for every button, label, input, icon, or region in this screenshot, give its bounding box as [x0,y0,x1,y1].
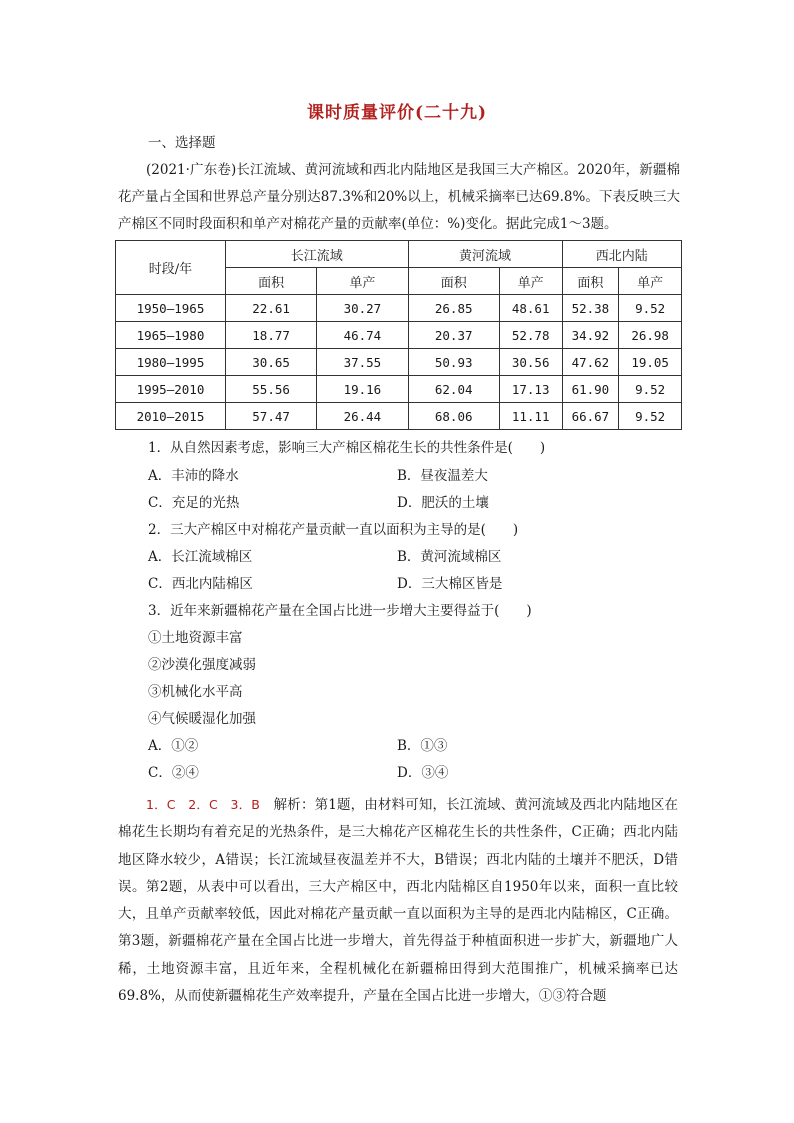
question-1-option-a[interactable]: A．丰沛的降水 [148,468,239,484]
value-cell: 19.05 [619,349,682,376]
value-cell: 17.13 [499,376,562,403]
region-header: 西北内陆 [562,241,681,268]
table-row [116,403,682,430]
table-row [116,376,682,403]
question-1-stem: 1．从自然因素考虑，影响三大产棉区棉花生长的共性条件是( ) [148,440,546,456]
question-2-option-a[interactable]: A．长江流域棉区 [148,549,253,565]
value-cell: 50.93 [408,349,499,376]
question-3-statement-2: ②沙漠化强度减弱 [148,657,256,673]
value-cell: 26.85 [408,295,499,322]
value-cell: 47.62 [562,349,619,376]
period-cell: 1995—2010 [116,376,226,403]
answer-key: 1．C 2．C 3．B [146,797,260,812]
value-cell: 46.74 [317,322,408,349]
question-3-stem: 3．近年来新疆棉花产量在全国占比进一步增大主要得益于( ) [148,603,532,619]
sub-header: 单产 [317,268,408,295]
question-2-option-c[interactable]: C．西北内陆棉区 [148,576,253,592]
value-cell: 52.78 [499,322,562,349]
question-3-option-b[interactable]: B．①③ [397,738,448,754]
region-header: 长江流域 [225,241,408,268]
question-3-option-a[interactable]: A．①② [148,738,199,754]
section-heading: 一、选择题 [148,135,216,151]
value-cell: 62.04 [408,376,499,403]
value-cell: 26.44 [317,403,408,430]
period-cell: 1965—1980 [116,322,226,349]
explanation-text: 解析：第1题，由材料可知，长江流域、黄河流域及西北内陆地区在棉花生长期均有着充足的光热条件，是三大棉花产区棉花生长的共性条件，C正确；西北内陆地区降水较少，A错误；长江流域昼夜温差并不大，B错误；西北内陆的土壤并不肥沃，D错误。第2题，从表中可以看出，三大产棉区中，西北内陆棉区自1950年以来，面积一直比较大，且单产贡献率较低，因此对棉花产量贡献一直以面积为主导的是西北内陆棉区，C正确。第3题，新疆棉花产量在全国占比进一步增大，首先得益于种植面积进一步扩大，新疆地广人稀，土地资源丰富，且近年来，全程机械化在新疆棉田得到大范围推广，机械采摘率已达69.8%，从而使新疆棉花生产效率提升，产量在全国占比进一步增大，①③符合题 [118,797,678,1005]
page-title: 课时质量评价(二十九) [306,103,488,123]
table-row [116,322,682,349]
table-row [116,349,682,376]
value-cell: 9.52 [619,376,682,403]
question-2-option-d[interactable]: D．三大棉区皆是 [397,576,503,592]
value-cell: 52.38 [562,295,619,322]
value-cell: 30.56 [499,349,562,376]
value-cell: 68.06 [408,403,499,430]
question-1-option-d[interactable]: D．肥沃的土壤 [397,495,489,511]
period-cell: 2010—2015 [116,403,226,430]
question-3-statement-4: ④气候暖湿化加强 [148,711,256,727]
value-cell: 19.16 [317,376,408,403]
value-cell: 48.61 [499,295,562,322]
value-cell: 30.27 [317,295,408,322]
sub-header: 面积 [225,268,316,295]
question-3-option-d[interactable]: D．③④ [397,765,449,781]
value-cell: 26.98 [619,322,682,349]
answer-explanation [118,791,678,1010]
value-cell: 34.92 [562,322,619,349]
intro-paragraph: (2021·广东卷)长江流域、黄河流域和西北内陆地区是我国三大产棉区。2020年，新疆棉花产量占全国和世界总产量分别达87.3%和20%以上，机械采摘率已达69.8%。下表反映三大产棉区不同时段面积和单产对棉花产量的贡献率(单位：%)变化。据此完成1～3题。 [118,162,680,232]
sub-header: 面积 [562,268,619,295]
question-1-option-c[interactable]: C．充足的光热 [148,495,240,511]
period-cell: 1980—1995 [116,349,226,376]
period-cell: 1950—1965 [116,295,226,322]
sub-header: 单产 [619,268,682,295]
value-cell: 11.11 [499,403,562,430]
value-cell: 57.47 [225,403,316,430]
question-3-statement-1: ①土地资源丰富 [148,630,243,646]
value-cell: 61.90 [562,376,619,403]
value-cell: 18.77 [225,322,316,349]
sub-header: 面积 [408,268,499,295]
question-1-option-b[interactable]: B．昼夜温差大 [397,468,488,484]
period-header: 时段/年 [116,241,226,295]
value-cell: 20.37 [408,322,499,349]
value-cell: 37.55 [317,349,408,376]
value-cell: 9.52 [619,403,682,430]
value-cell: 55.56 [225,376,316,403]
sub-header: 单产 [499,268,562,295]
region-header: 黄河流域 [408,241,562,268]
question-2-stem: 2．三大产棉区中对棉花产量贡献一直以面积为主导的是( ) [148,522,519,538]
table-header-row [116,241,682,268]
value-cell: 9.52 [619,295,682,322]
value-cell: 22.61 [225,295,316,322]
value-cell: 66.67 [562,403,619,430]
contribution-table [115,240,682,430]
value-cell: 30.65 [225,349,316,376]
question-3-option-c[interactable]: C．②④ [148,765,199,781]
question-3-statement-3: ③机械化水平高 [148,684,243,700]
table-row [116,295,682,322]
question-2-option-b[interactable]: B．黄河流域棉区 [397,549,502,565]
